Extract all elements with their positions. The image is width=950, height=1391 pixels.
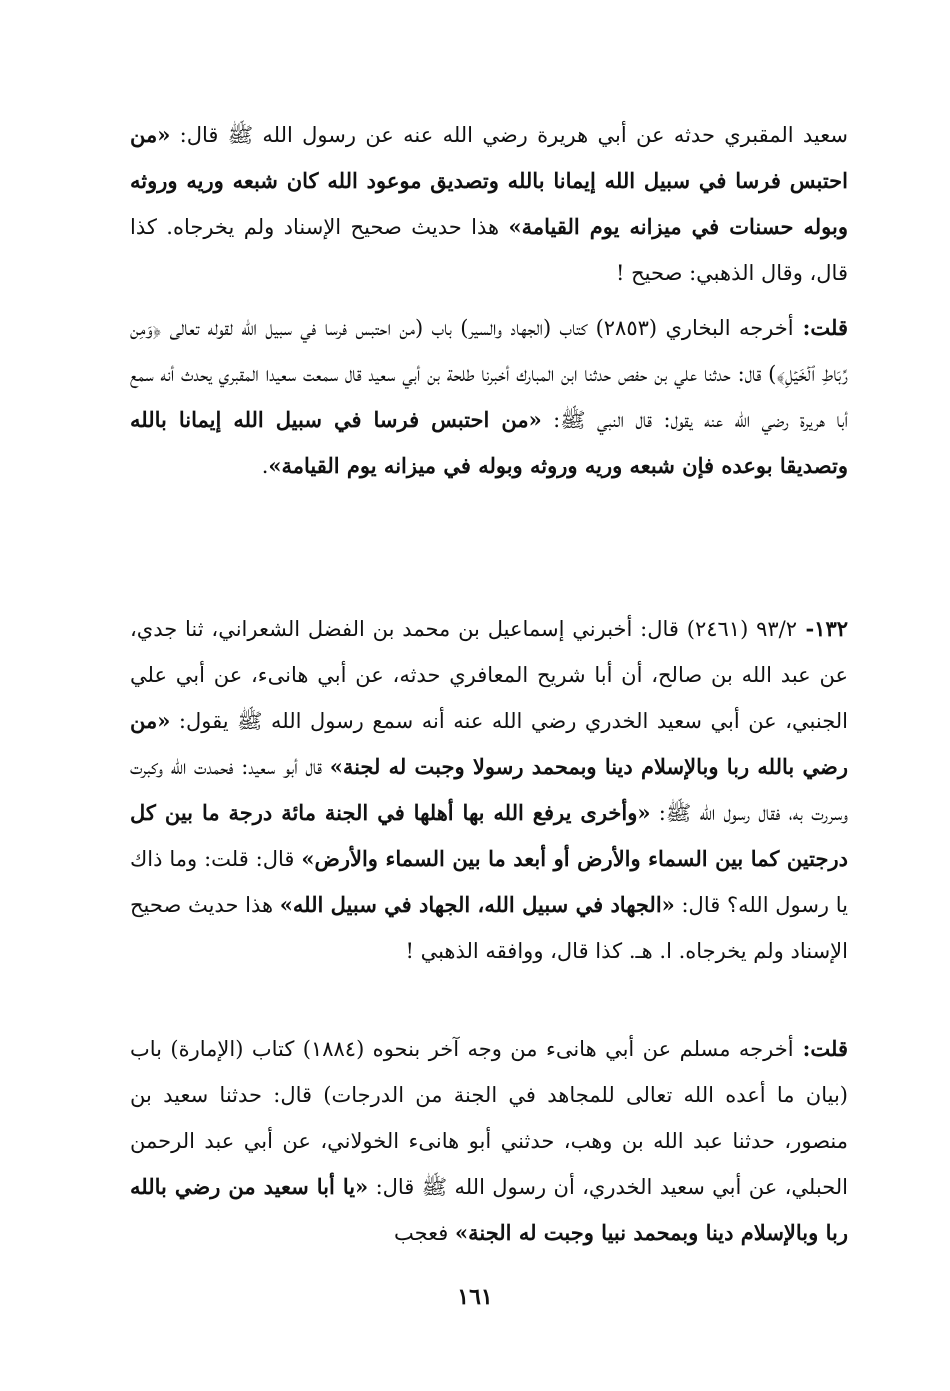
text-segment: أخرجه مسلم عن أبي هانىء من وجه آخر بنحوه (١٨٨٤) كتاب (الإمارة) باب (بيان ما أعده الله تعالى للمجاهد في الجنة من الدرجات) قال: حدثنا سعيد بن منصور، حدثنا عبد الله بن وهب، حدثني أبو هانىء الخولاني، عن أبي عبد الرحمن الحبلي، عن أبي سعيد الخدري، أن رسول الله ﷺ قال:	[130, 1037, 848, 1199]
text-segment: قال: قلت: وما ذاك يا رسول الله؟ قال:	[130, 847, 848, 917]
paragraph-text	[130, 606, 848, 974]
paragraph-text	[130, 1026, 848, 1256]
text-segment: هذا حديث صحيح الإسناد ولم يخرجاه. كذا قال، وقال الذهبي: صحيح !	[130, 215, 848, 285]
bold-hadith-segment: «من احتبس فرسا في سبيل الله إيمانا بالله وتصديقا بوعده فإن شبعه وريه وروثه وبوله في ميزانه يوم القيامة»	[130, 407, 848, 478]
bold-hadith-segment: «يا أبا سعيد من رضي بالله ربا وبالإسلام دينا وبمحمد نبيا وجبت له الجنة»	[130, 1174, 848, 1245]
paragraph-hadith-132	[130, 606, 848, 974]
paragraph-text	[130, 112, 848, 296]
text-segment: قال أبو سعيد: فحمدت الله وكبرت وسررت به، فقال رسول الله ﷺ:	[130, 755, 848, 825]
paragraph-hadith-continuation	[130, 112, 848, 296]
text-segment: أخرجه البخاري (٢٨٥٣) كتاب (الجهاد والسير) باب (من احتبس فرسا في سبيل الله لقوله تعالى ﴿وَمِن رِّبَاطِ ٱلۡخَيۡلِ﴾) قال: حدثنا علي بن حفص حدثنا ابن المبارك أخبرنا طلحة بن أبي سعيد قال سمعت سعيدا المقبري يحدث أنه سمع أبا هريرة رضي الله عنه يقول: قال النبي ﷺ:	[130, 316, 848, 432]
text-segment: ٩٣/٢ (٢٤٦١) قال: أخبرني إسماعيل بن محمد بن الفضل الشعراني، ثنا جدي، عن عبد الله بن صالح، أن أبا شريح المعافري حدثه، عن أبي هانىء، عن أبي علي الجنبي، عن أبي سعيد الخدري رضي الله عنه أنه سمع رسول الله ﷺ يقول:	[130, 617, 848, 733]
text-segment: هذا حديث صحيح الإسناد ولم يخرجاه. ا. هـ. كذا قال، ووافقه الذهبي !	[130, 893, 848, 963]
bold-hadith-segment: «من رضي بالله ربا وبالإسلام دينا وبمحمد رسولا وجبت له لجنة»	[130, 708, 848, 779]
paragraph-muslim-commentary	[130, 1026, 848, 1256]
page-number: ١٦١	[457, 1284, 493, 1310]
bold-hadith-segment: ١٣٢-	[797, 616, 849, 641]
text-segment: .	[261, 454, 269, 478]
text-segment: سعيد المقبري حدثه عن أبي هريرة رضي الله عنه عن رسول الله ﷺ قال:	[170, 123, 848, 147]
bold-hadith-segment: «وأخرى يرفع الله بها أهلها في الجنة مائة درجة ما بين كل درجتين كما بين السماء والأرض أو أبعد ما بين السماء والأرض»	[130, 800, 848, 871]
text-segment: فعجب	[393, 1221, 455, 1245]
paragraph-bukhari-commentary	[130, 305, 848, 489]
bold-hadith-segment: قلت:	[793, 315, 848, 340]
paragraph-text	[130, 305, 848, 489]
bold-hadith-segment: «الجهاد في سبيل الله، الجهاد في سبيل الله»	[279, 892, 675, 917]
bold-hadith-segment: قلت:	[793, 1036, 848, 1061]
bold-hadith-segment: «من احتبس فرسا في سبيل الله إيمانا بالله وتصديق موعود الله كان شبعه وريه وروثه وبوله حسنات في ميزانه يوم القيامة»	[130, 122, 848, 239]
